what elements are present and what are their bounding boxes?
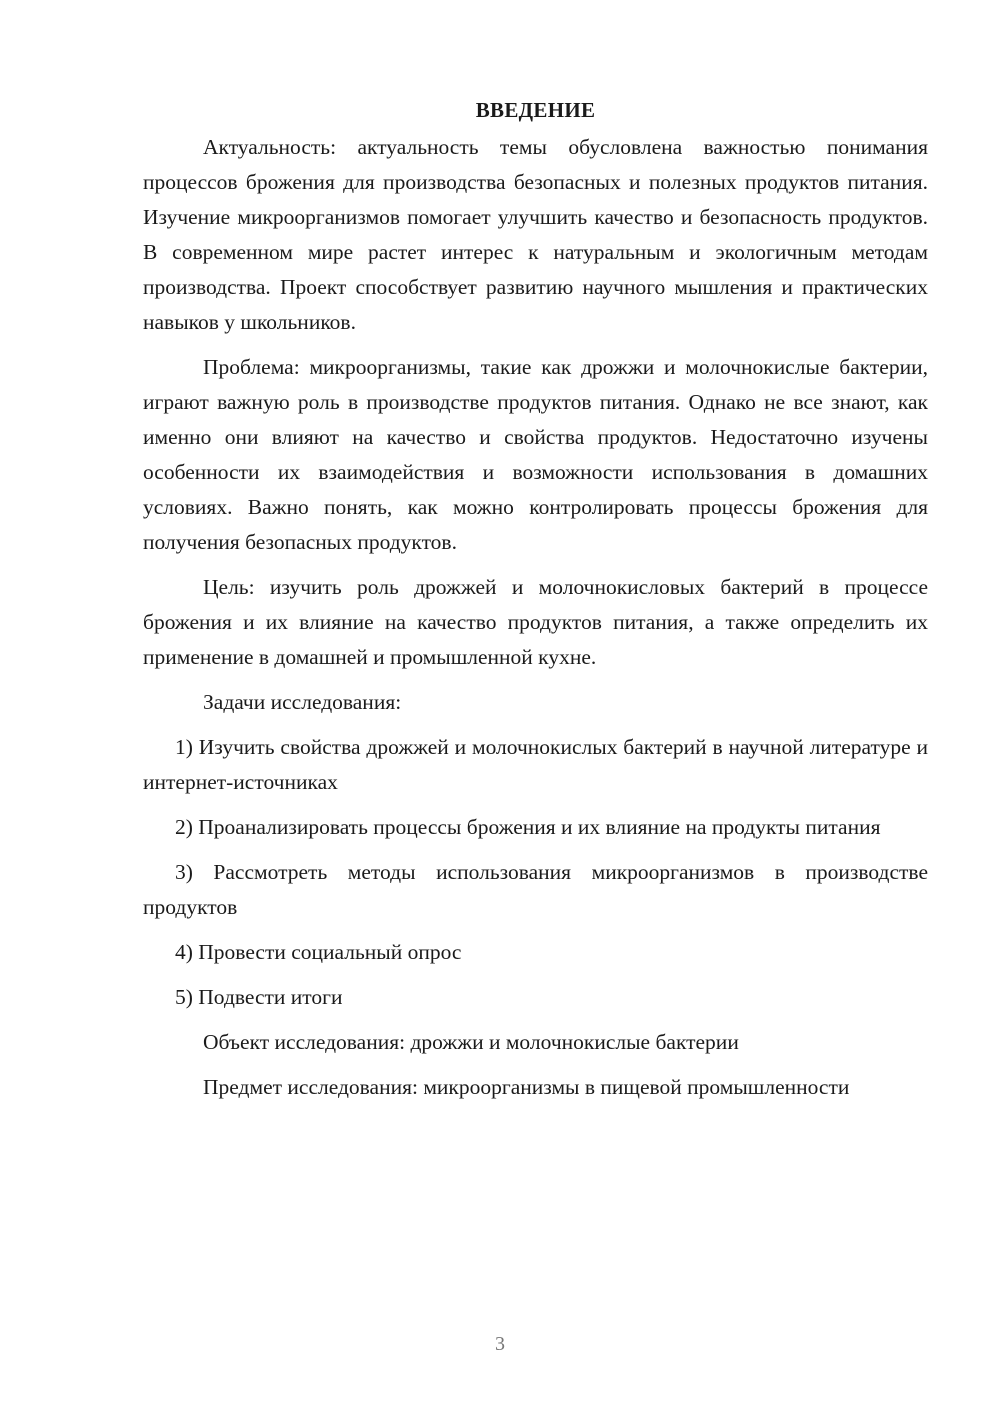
task-item: 4) Провести социальный опрос: [175, 940, 462, 964]
problem-paragraph: Проблема: микроорганизмы, такие как дрожжи и молочнокислые бактерии, играют важную роль в производстве продуктов питания. Однако не все знают, как именно они влияют на качество и свойства продуктов. Недостаточно изучены особенности их взаимодействия и возможности использования в домашних условиях. Важно понять, как можно контролировать процессы брожения для получения безопасных продуктов.: [143, 355, 928, 554]
task-item: 2) Проанализировать процессы брожения и их влияние на продукты питания: [175, 815, 881, 839]
task-item: 3) Рассмотреть методы использования микроорганизмов в производстве продуктов: [143, 860, 928, 919]
object-paragraph: Объект исследования: дрожжи и молочнокислые бактерии: [203, 1030, 739, 1054]
tasks-heading: Задачи исследования:: [203, 690, 402, 714]
goal-paragraph: Цель: изучить роль дрожжей и молочнокисловых бактерий в процессе брожения и их влияние на качество продуктов питания, а также определить их применение в домашней и промышленной кухне.: [143, 575, 928, 669]
task-item: 5) Подвести итоги: [175, 985, 343, 1009]
page-content: [143, 92, 928, 1115]
relevance-paragraph: Актуальность: актуальность темы обусловлена важностью понимания процессов брожения для производства безопасных и полезных продуктов питания. Изучение микроорганизмов помогает улучшить качество и безопасность продуктов. В современном мире растет интерес к натуральным и экологичным методам производства. Проект способствует развитию научного мышления и практических навыков у школьников.: [143, 135, 928, 334]
page-heading: ВВЕДЕНИЕ: [475, 98, 596, 122]
subject-paragraph: Предмет исследования: микроорганизмы в пищевой промышленности: [203, 1075, 850, 1099]
task-item: 1) Изучить свойства дрожжей и молочнокислых бактерий в научной литературе и интернет-источниках: [143, 735, 928, 794]
page-number: 3: [495, 1333, 505, 1355]
